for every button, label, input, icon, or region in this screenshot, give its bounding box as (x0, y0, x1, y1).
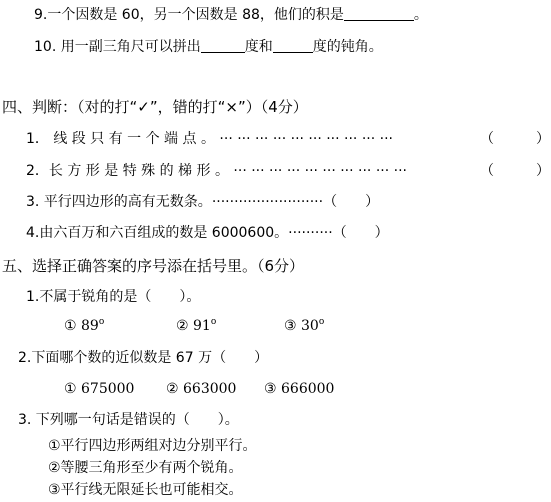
judge-item-3 (26, 193, 379, 211)
choice-question-3: 3. 下列哪一句话是错误的（ ）。 (18, 412, 239, 428)
leader-dots: ··· ··· ··· ··· ··· ··· ··· ··· ··· ··· (233, 163, 407, 179)
option-number: ③ (264, 381, 277, 397)
choice-2-options (64, 380, 334, 398)
judge-answer-paren[interactable]: （ ） (332, 225, 389, 241)
question-9-tail: 。 (413, 7, 428, 23)
choice-question-2: 2.下面哪个数的近似数是 67 万（ ） (18, 350, 269, 366)
judge-item-4 (26, 224, 389, 242)
leader-dots: ·········· (288, 225, 333, 241)
judge-item-text: 2．长 方 形 是 特 殊 的 梯 形 。 (26, 163, 229, 179)
section-4-title: 四、判断：（对的打“✓”，错的打“×”）（4分） (2, 98, 308, 116)
judge-item-text: 3. 平行四边形的高有无数条。 (26, 194, 212, 210)
judge-item-1 (26, 130, 393, 148)
judge-item-text: 4.由六百万和六百组成的数是 6000600。 (26, 225, 289, 241)
option-2[interactable] (166, 380, 264, 398)
judge-answer-paren-1[interactable]: （ ） (480, 131, 550, 147)
option-3[interactable] (264, 380, 334, 398)
question-9 (34, 6, 428, 24)
option-value: 30 (301, 318, 319, 334)
option-number: ② (176, 318, 189, 334)
question-9-text: 9.一个因数是 60，另一个因数是 88，他们的积是 (34, 7, 344, 23)
option-number: ① (64, 381, 77, 397)
question-10-part-b: 度和 (244, 39, 273, 55)
judge-item-text: 1． 线 段 只 有 一 个 端 点 。 (26, 131, 215, 147)
statement-1[interactable]: ①平行四边形两组对边分别平行。 (48, 438, 257, 454)
statement-2[interactable]: ②等腰三角形至少有两个锐角。 (48, 460, 243, 476)
judge-item-2 (26, 162, 407, 180)
question-10-part-c: 度的钝角。 (312, 39, 383, 55)
option-value: 91 (193, 318, 211, 334)
choice-1-options (64, 317, 324, 335)
option-2[interactable] (176, 317, 284, 335)
degree-mark: o (98, 317, 105, 327)
leader-dots: ··· ··· ··· ··· ··· ··· ··· ··· ··· ··· (219, 131, 393, 147)
degree-mark: o (318, 317, 325, 327)
answer-blank[interactable] (201, 38, 245, 53)
judge-answer-paren-2[interactable]: （ ） (480, 163, 550, 179)
option-number: ③ (284, 318, 297, 334)
option-value: 89 (81, 318, 99, 334)
question-10-part-a: 10. 用一副三角尺可以拼出 (34, 39, 201, 55)
option-1[interactable] (64, 317, 176, 335)
judge-answer-paren[interactable]: （ ） (323, 194, 380, 210)
option-3[interactable] (284, 317, 324, 335)
question-10 (34, 38, 383, 56)
degree-mark: o (210, 317, 217, 327)
leader-dots: ························· (211, 194, 324, 210)
option-value: 666000 (281, 381, 335, 397)
section-5-title: 五、选择正确答案的序号添在括号里。（6分） (2, 257, 305, 275)
option-number: ② (166, 381, 179, 397)
answer-blank[interactable] (344, 6, 414, 21)
answer-blank[interactable] (273, 38, 313, 53)
option-1[interactable] (64, 380, 166, 398)
choice-question-1: 1.不属于锐角的是（ ）。 (26, 289, 201, 305)
statement-3[interactable]: ③平行线无限延长也可能相交。 (48, 482, 243, 498)
option-value: 675000 (81, 381, 135, 397)
option-number: ① (64, 318, 77, 334)
option-value: 663000 (183, 381, 237, 397)
